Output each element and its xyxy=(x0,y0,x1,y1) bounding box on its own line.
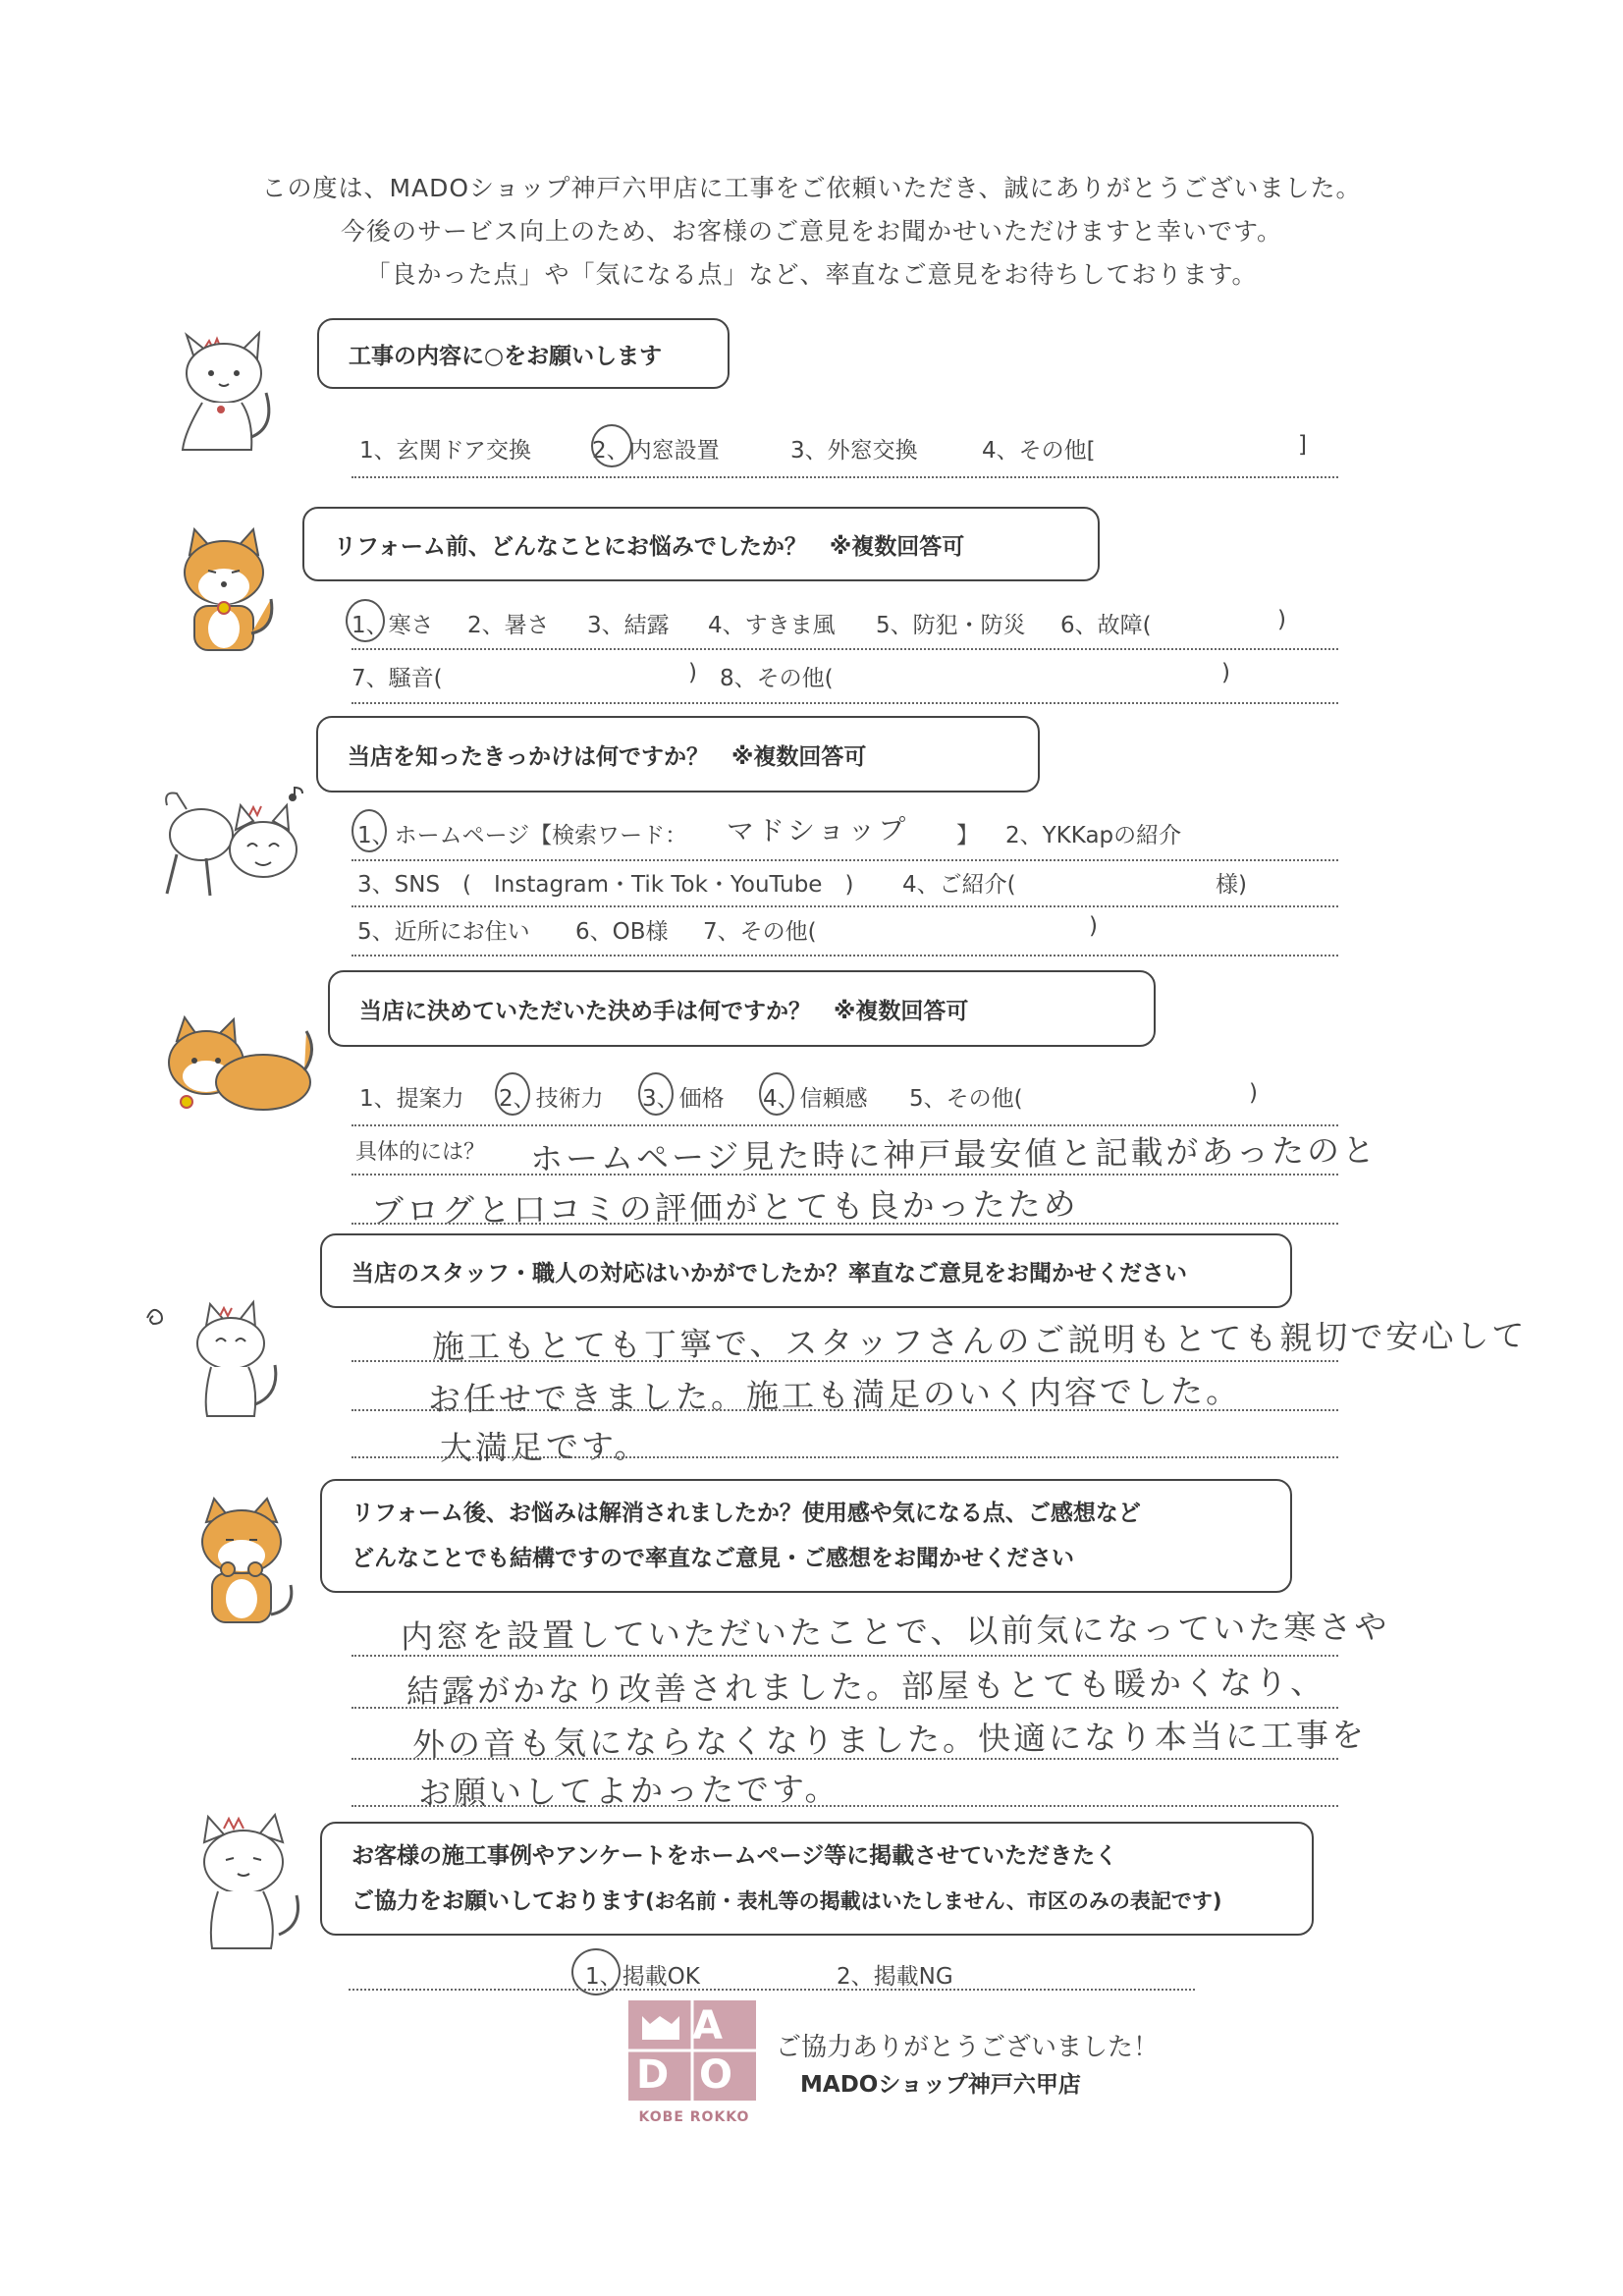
q1-option-4: 4、その他[ xyxy=(982,438,1096,464)
q1-question: 工事の内容に○をお願いします xyxy=(349,343,663,369)
q2-option-3: 3、結露 xyxy=(587,613,670,638)
q4-option-3: 3、価格 xyxy=(642,1086,725,1112)
q5-answer-line-3: 大満足です。 xyxy=(439,1426,650,1468)
shiba-lying-illustration xyxy=(157,1011,314,1129)
q4-selected-circle-4 xyxy=(759,1072,794,1116)
logo-letter-o: O xyxy=(699,2052,733,2098)
q6-line-3 xyxy=(352,1758,1338,1760)
q6-answer-line-3: 外の音も気にならなくなりました。快適になり本当に工事を xyxy=(411,1715,1368,1765)
q1-option-3: 3、外窓交換 xyxy=(790,438,918,464)
q5-line-1 xyxy=(352,1360,1338,1362)
q2-option-6-close: ) xyxy=(1277,607,1286,632)
q2-option-2: 2、暑さ xyxy=(467,613,550,638)
q2-option-5: 5、防犯・防災 xyxy=(876,613,1026,638)
q3-option-4: 4、ご紹介( xyxy=(902,872,1016,898)
q2-line-1 xyxy=(352,648,1338,650)
q4-option-2: 2、技術力 xyxy=(499,1086,604,1112)
white-cat-sitting-illustration xyxy=(185,1807,307,1954)
footer-shop-name: MADOショップ神戸六甲店 xyxy=(800,2072,1081,2098)
intro-line-1: この度は、MADOショップ神戸六甲店に工事をご依頼いただき、誠にありがとうございました。 xyxy=(261,174,1362,202)
footer-thanks: ご協力ありがとうございました！ xyxy=(776,2033,1160,2062)
q5-line-2 xyxy=(352,1409,1338,1411)
q2-question-bubble xyxy=(302,507,1100,581)
q2-selected-circle xyxy=(346,599,385,642)
q2-option-6: 6、故障( xyxy=(1060,613,1152,638)
white-cat-illustration xyxy=(165,329,283,457)
q6-line-2 xyxy=(352,1707,1338,1709)
q2-option-8-close: ) xyxy=(1221,660,1230,685)
q4-line-2 xyxy=(352,1174,1338,1175)
two-cats-illustration xyxy=(157,786,314,903)
logo-letter-d: D xyxy=(636,2052,670,2098)
q1-option-1: 1、玄関ドア交換 xyxy=(359,438,531,464)
q4-answer-line-2: ブログと口コミの評価がとても良かったため xyxy=(370,1184,1079,1230)
q6-line-1 xyxy=(352,1655,1338,1657)
q7-question-line-2-wrap xyxy=(352,1879,1221,1924)
q2-option-4: 4、すきま風 xyxy=(708,613,836,638)
q7-question-line-2: ご協力をお願いしております xyxy=(352,1888,645,1914)
q4-selected-circle-3 xyxy=(638,1072,674,1116)
q7-option-2: 2、掲載NG xyxy=(837,1964,953,1990)
q4-detail-label: 具体的には？ xyxy=(355,1140,486,1165)
q3-option-3: 3、SNS ( Instagram・Tik Tok・YouTube ) xyxy=(357,872,854,898)
q3-question-bubble xyxy=(316,716,1040,793)
q7-question-bubble xyxy=(320,1822,1314,1936)
q6-question-line-1: リフォーム後、お悩みは解消されましたか？使用感や気になる点、ご感想など xyxy=(352,1501,1141,1526)
q2-line-2 xyxy=(352,702,1338,704)
q3-option-4-close: 様) xyxy=(1216,872,1247,898)
q3-option-1: 1、ホームページ【検索ワード： xyxy=(357,823,688,848)
q3-line-3 xyxy=(352,955,1338,957)
q5-question-bubble xyxy=(320,1233,1292,1308)
q4-answer-line-1: ホームページ見た時に神戸最安値と記載があったのと xyxy=(529,1130,1379,1178)
q3-line-1 xyxy=(352,859,1338,861)
q3-line-2 xyxy=(352,905,1338,907)
q4-question: 当店に決めていただいた決め手は何ですか？ ※複数回答可 xyxy=(359,998,969,1024)
q3-option-1-close: 】 xyxy=(956,823,979,848)
q5-answer-line-1: 施工もとても丁寧で、スタッフさんのご説明もとても親切で安心して xyxy=(431,1316,1528,1366)
q2-option-1: 1、寒さ xyxy=(352,613,434,638)
q7-line xyxy=(349,1989,1195,1991)
q1-option-2: 2、内窓設置 xyxy=(592,438,720,464)
q4-selected-circle-2 xyxy=(495,1072,530,1116)
q2-question: リフォーム前、どんなことにお悩みでしたか？ ※複数回答可 xyxy=(334,533,965,560)
q2-option-7-close: ) xyxy=(688,660,697,685)
q4-option-1: 1、提案力 xyxy=(359,1086,464,1112)
q4-option-5-close: ) xyxy=(1249,1080,1258,1106)
q7-question-note: (お名前・表札等の掲載はいたしません、市区のみの表記です) xyxy=(645,1889,1222,1913)
q3-option-5: 5、近所にお住い xyxy=(357,919,530,945)
q6-line-4 xyxy=(352,1805,1338,1807)
q1-selected-circle xyxy=(591,424,632,467)
q3-selected-circle xyxy=(352,809,387,852)
q6-answer-line-2: 結露がかなり改善されました。部屋もとても暖かくなり、 xyxy=(406,1663,1326,1711)
q4-question-bubble xyxy=(328,970,1156,1047)
q1-option-4-close: ] xyxy=(1298,432,1307,458)
q4-option-5: 5、その他( xyxy=(909,1086,1023,1112)
q2-option-8: 8、その他( xyxy=(720,666,834,691)
logo-letter-a: A xyxy=(692,2003,723,2049)
q5-question: 当店のスタッフ・職人の対応はいかがでしたか？率直なご意見をお聞かせください xyxy=(352,1260,1187,1286)
q3-question: 当店を知ったきっかけは何ですか？ ※複数回答可 xyxy=(348,743,867,770)
shiba-paws-illustration xyxy=(187,1493,304,1630)
q1-answer-line xyxy=(352,476,1338,478)
q7-question-line-1: お客様の施工事例やアンケートをホームページ等に掲載させていただきたく xyxy=(352,1843,1118,1869)
q3-option-7: 7、その他( xyxy=(703,919,817,945)
q4-line-3 xyxy=(352,1223,1338,1225)
q7-option-1: 1、掲載OK xyxy=(585,1964,700,1990)
q6-question-line-2: どんなことでも結構ですので率直なご意見・ご感想をお聞かせください xyxy=(352,1546,1074,1571)
q3-option-2: 2、YKKapの紹介 xyxy=(1005,823,1182,848)
q4-option-4: 4、信頼感 xyxy=(763,1086,868,1112)
q6-answer-line-4: お願いしてよかったです。 xyxy=(417,1769,840,1813)
q5-answer-line-2: お任せできました。施工も満足のいく内容でした。 xyxy=(427,1371,1242,1419)
q3-search-word-answer: マドショップ xyxy=(726,813,909,847)
logo-caption: KOBE ROKKO xyxy=(638,2109,750,2125)
q3-option-6: 6、OB様 xyxy=(575,919,669,945)
waving-cat-illustration xyxy=(137,1296,304,1424)
shiba-dog-illustration xyxy=(165,525,283,663)
q3-option-7-close: ) xyxy=(1089,913,1098,939)
intro-line-2: 今後のサービス向上のため、お客様のご意見をお聞かせいただけますと幸いです。 xyxy=(340,217,1282,246)
intro-line-3: 「良かった点」や「気になる点」など、率直なご意見をお待ちしております。 xyxy=(365,260,1258,289)
q5-line-3 xyxy=(352,1456,1338,1458)
q1-question-bubble xyxy=(317,318,730,389)
q2-option-7: 7、騒音( xyxy=(352,666,443,691)
q6-question-bubble xyxy=(320,1479,1292,1593)
q6-answer-line-1: 内窓を設置していただいたことで、以前気になっていた寒さや xyxy=(400,1607,1390,1657)
